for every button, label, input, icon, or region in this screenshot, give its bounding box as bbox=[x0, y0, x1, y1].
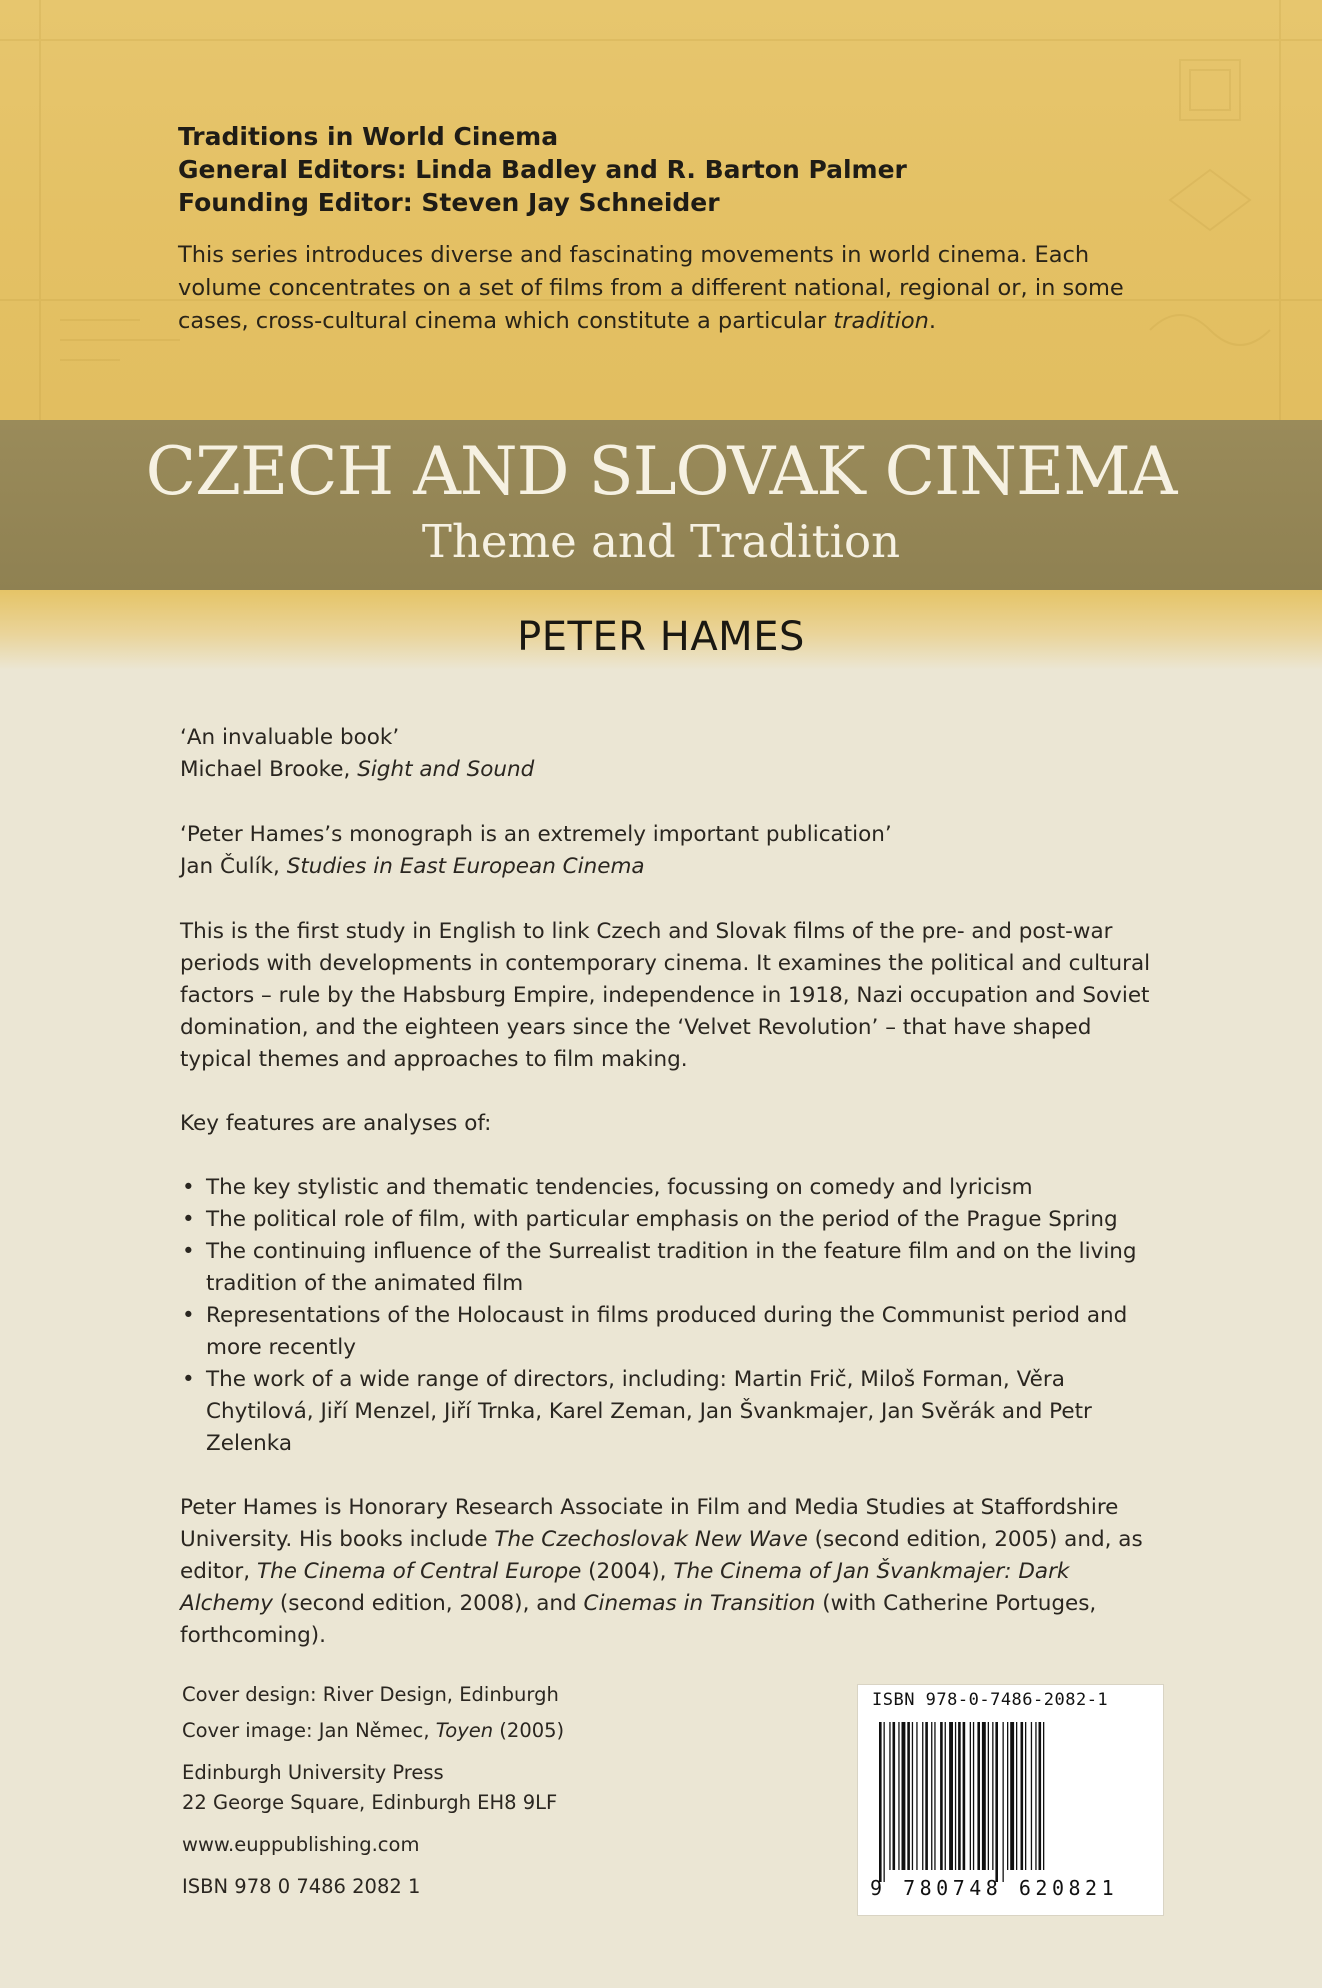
publisher-credits bbox=[182, 1680, 742, 1902]
barcode-bar bbox=[922, 1722, 923, 1870]
barcode-bar bbox=[893, 1722, 896, 1870]
barcode-digits: 9 780748 620821 bbox=[870, 1876, 1119, 1900]
series-description: This series introduces diverse and fascinating movements in world cinema. Each volume concentrates on a set of films from a different national, regional or, in some cases, cross-cultural cinema which constitute a particular tradition. bbox=[178, 242, 1124, 334]
book-title: CZECH AND SLOVAK CINEMA bbox=[145, 433, 1177, 510]
barcode-bar bbox=[1010, 1722, 1014, 1870]
features-intro: Key features are analyses of: bbox=[180, 1111, 492, 1136]
barcode-bar bbox=[898, 1722, 899, 1870]
barcode-icon bbox=[877, 1722, 1127, 1882]
review-quote: ‘An invaluable book’ Michael Brooke, Sight and Sound bbox=[180, 725, 535, 782]
barcode-bar bbox=[934, 1722, 935, 1870]
barcode-bar bbox=[940, 1722, 943, 1870]
publisher-name: Edinburgh University Press bbox=[182, 1761, 444, 1784]
cover-design-credit: Cover design: River Design, Edinburgh bbox=[182, 1683, 559, 1706]
barcode-bar bbox=[995, 1722, 998, 1882]
barcode-bar bbox=[977, 1722, 980, 1870]
blurb-paragraph: This is the first study in English to link Czech and Slovak films of the pre- and post-war periods with developments in contemporary cinema. It examines the political and cultural factors – rule by the Habsburg Empire, independence in 1918, Nazi occupation and Soviet domination, and the eighteen years since the ‘Velvet Revolution’ – that have shaped typical themes and approaches to film making. bbox=[180, 919, 1151, 1072]
barcode-bar bbox=[1016, 1722, 1017, 1870]
feature-item: • Representations of the Holocaust in films produced during the Communist period and more recently bbox=[180, 1300, 1160, 1364]
feature-item: • The continuing influence of the Surrealist tradition in the feature film and on the living tradition of the animated film bbox=[180, 1236, 1160, 1300]
barcode-bar bbox=[992, 1722, 993, 1870]
barcode-bar bbox=[889, 1722, 890, 1870]
barcode-bar bbox=[1043, 1722, 1044, 1870]
feature-item: • The work of a wide range of directors, including: Martin Frič, Miloš Forman, Věra Chytilová, Jiří Menzel, Jiří Trnka, Karel Zeman, Jan Švankmajer, Jan Svěrák and Petr Zelenka bbox=[180, 1364, 1160, 1460]
barcode-bar bbox=[931, 1722, 932, 1870]
feature-item: • The key stylistic and thematic tendencies, focussing on comedy and lyricism bbox=[180, 1172, 1160, 1204]
series-info bbox=[178, 120, 1158, 338]
author-name: PETER HAMES bbox=[517, 614, 805, 660]
barcode-isbn-label: ISBN 978-0-7486-2082-1 bbox=[872, 1690, 1109, 1710]
barcode-bar bbox=[955, 1722, 956, 1870]
barcode-bar bbox=[1025, 1722, 1026, 1870]
barcode-bar bbox=[982, 1722, 986, 1870]
barcode-bar bbox=[925, 1722, 928, 1870]
general-editors: General Editors: Linda Badley and R. Barton Palmer bbox=[178, 155, 907, 184]
founding-editor: Founding Editor: Steven Jay Schneider bbox=[178, 188, 720, 217]
features-list bbox=[180, 1172, 1160, 1460]
barcode-bar bbox=[988, 1722, 989, 1870]
barcode-bar bbox=[902, 1722, 906, 1870]
review-quote: ‘Peter Hames’s monograph is an extremely important publication’ Jan Čulík, Studies in East European Cinema bbox=[180, 822, 892, 879]
barcode-bar bbox=[958, 1722, 961, 1870]
series-panel bbox=[0, 0, 1322, 420]
barcode-bar bbox=[879, 1722, 882, 1882]
book-subtitle: Theme and Tradition bbox=[421, 515, 901, 568]
publisher-address: 22 George Square, Edinburgh EH8 9LF bbox=[182, 1791, 558, 1814]
author-bio: Peter Hames is Honorary Research Associate in Film and Media Studies at Staffordshire University. His books include The Czechoslovak New Wave (second edition, 2005) and, as editor, The Cinema of Central Europe (2004), The Cinema of Jan Švankmajer: Dark Alchemy (second edition, 2008), and Cinemas in Transition (with Catherine Portuges, forthcoming). bbox=[180, 1495, 1143, 1648]
barcode-bar bbox=[916, 1722, 917, 1870]
barcode-bar bbox=[945, 1722, 946, 1870]
feature-item: • The political role of film, with particular emphasis on the period of the Prague Spring bbox=[180, 1204, 1160, 1236]
cover-image-credit: Cover image: Jan Němec, Toyen (2005) bbox=[182, 1719, 565, 1742]
barcode-bar bbox=[970, 1722, 971, 1870]
publisher-website: www.euppublishing.com bbox=[182, 1833, 420, 1856]
barcode-bar bbox=[1039, 1722, 1042, 1870]
barcode-bar bbox=[949, 1722, 953, 1870]
barcode-bar bbox=[1035, 1722, 1036, 1870]
barcode-bar bbox=[884, 1722, 885, 1882]
barcode-bar bbox=[1007, 1722, 1008, 1870]
series-title: Traditions in World Cinema bbox=[178, 122, 559, 151]
barcode-bar bbox=[973, 1722, 974, 1870]
barcode-bar bbox=[1031, 1722, 1032, 1870]
back-cover-body bbox=[180, 722, 1160, 1652]
barcode-bar bbox=[1003, 1722, 1004, 1882]
isbn-text: ISBN 978 0 7486 2082 1 bbox=[182, 1875, 421, 1898]
barcode-bar bbox=[963, 1722, 966, 1870]
barcode-bar bbox=[912, 1722, 913, 1870]
barcode-bar bbox=[907, 1722, 910, 1870]
barcode-bar bbox=[1021, 1722, 1024, 1870]
